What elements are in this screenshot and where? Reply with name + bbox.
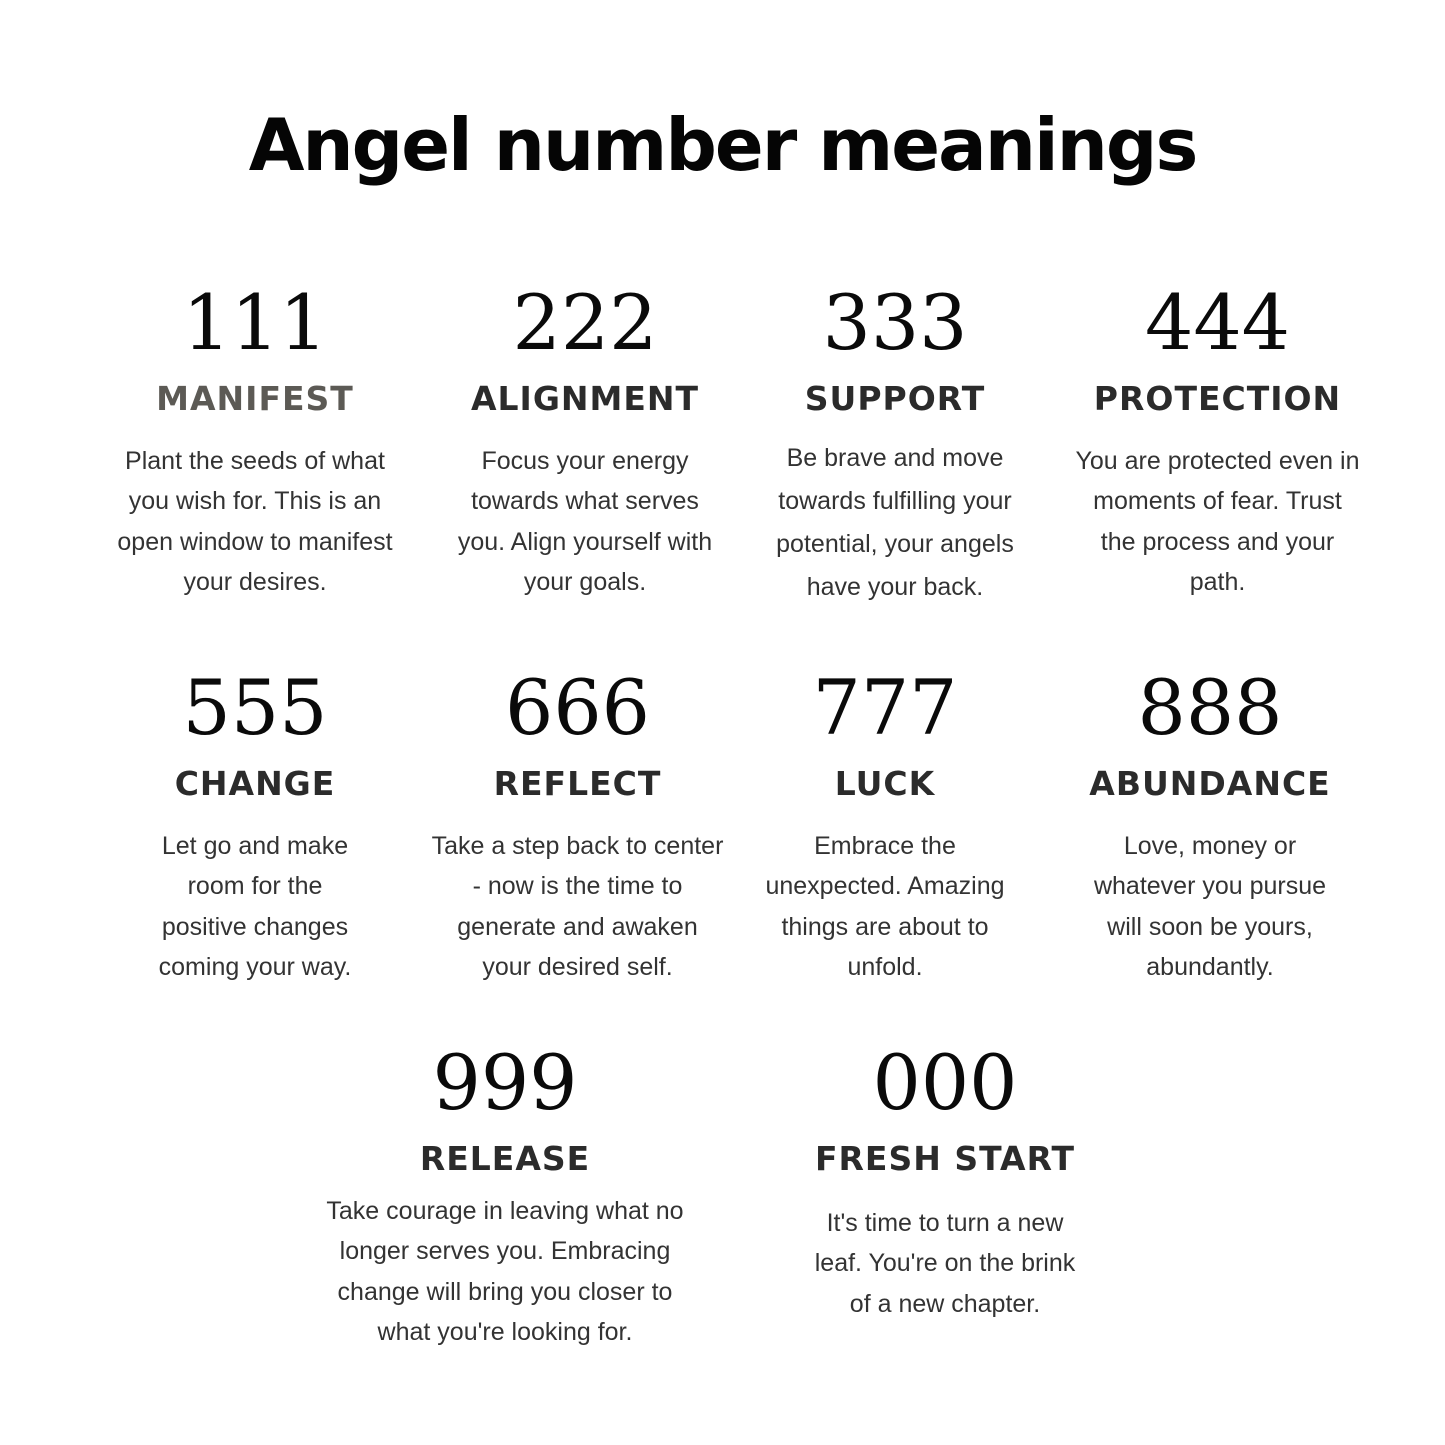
meaning-description: Let go and make room for the positive changes coming your way. [158,831,352,982]
card-444 [1075,278,1360,603]
angel-number: 333 [822,278,968,367]
card-111 [105,278,405,603]
angel-number: 555 [182,663,328,752]
card-222 [445,278,725,603]
meaning-label: SUPPORT [804,379,986,418]
meaning-description: Embrace the unexpected. Amazing things are about to unfold. [765,831,1005,982]
meaning-description: Take courage in leaving what no longer serves you. Embracing change will bring you closer to what you're looking for. [326,1196,684,1347]
meaning-label: ABUNDANCE [1089,764,1331,803]
meaning-label: RELEASE [419,1139,591,1178]
meaning-description: Take a step back to center - now is the time to generate and awaken your desired self. [431,831,724,982]
meaning-description: Love, money or whatever you pursue will soon be yours, abundantly. [1093,831,1327,982]
card-999 [310,1038,700,1353]
meaning-description: You are protected even in moments of fear. Trust the process and your path. [1075,446,1360,597]
angel-number: 222 [512,278,658,367]
meaning-description: Plant the seeds of what you wish for. This is an open window to manifest your desires. [117,446,393,597]
meaning-label: FRESH START [814,1139,1076,1178]
angel-number: 777 [812,663,958,752]
card-333 [750,278,1040,609]
meaning-label: LUCK [834,764,936,803]
meaning-description: Be brave and move towards fulfilling your potential, your angels have your back. [776,443,1014,601]
angel-number: 666 [504,663,651,752]
angel-number: 000 [872,1038,1018,1127]
angel-number: 999 [432,1038,578,1127]
card-777 [750,663,1020,988]
angel-number: 444 [1144,278,1291,367]
meaning-label: ALIGNMENT [470,379,700,418]
meaning-description: It's time to turn a new leaf. You're on the brink of a new chapter. [814,1208,1076,1318]
card-888 [1075,663,1345,988]
meaning-label: REFLECT [493,764,662,803]
meaning-label: MANIFEST [156,379,354,418]
meaning-label: CHANGE [174,764,336,803]
page-title: Angel number meanings [248,103,1197,187]
meaning-description: Focus your energy towards what serves you. Align yourself with your goals. [457,446,713,597]
card-000 [795,1038,1095,1324]
card-555 [125,663,385,988]
angel-number: 888 [1137,663,1283,752]
card-666 [430,663,725,988]
meaning-label: PROTECTION [1093,379,1342,418]
angel-number: 111 [182,278,328,367]
